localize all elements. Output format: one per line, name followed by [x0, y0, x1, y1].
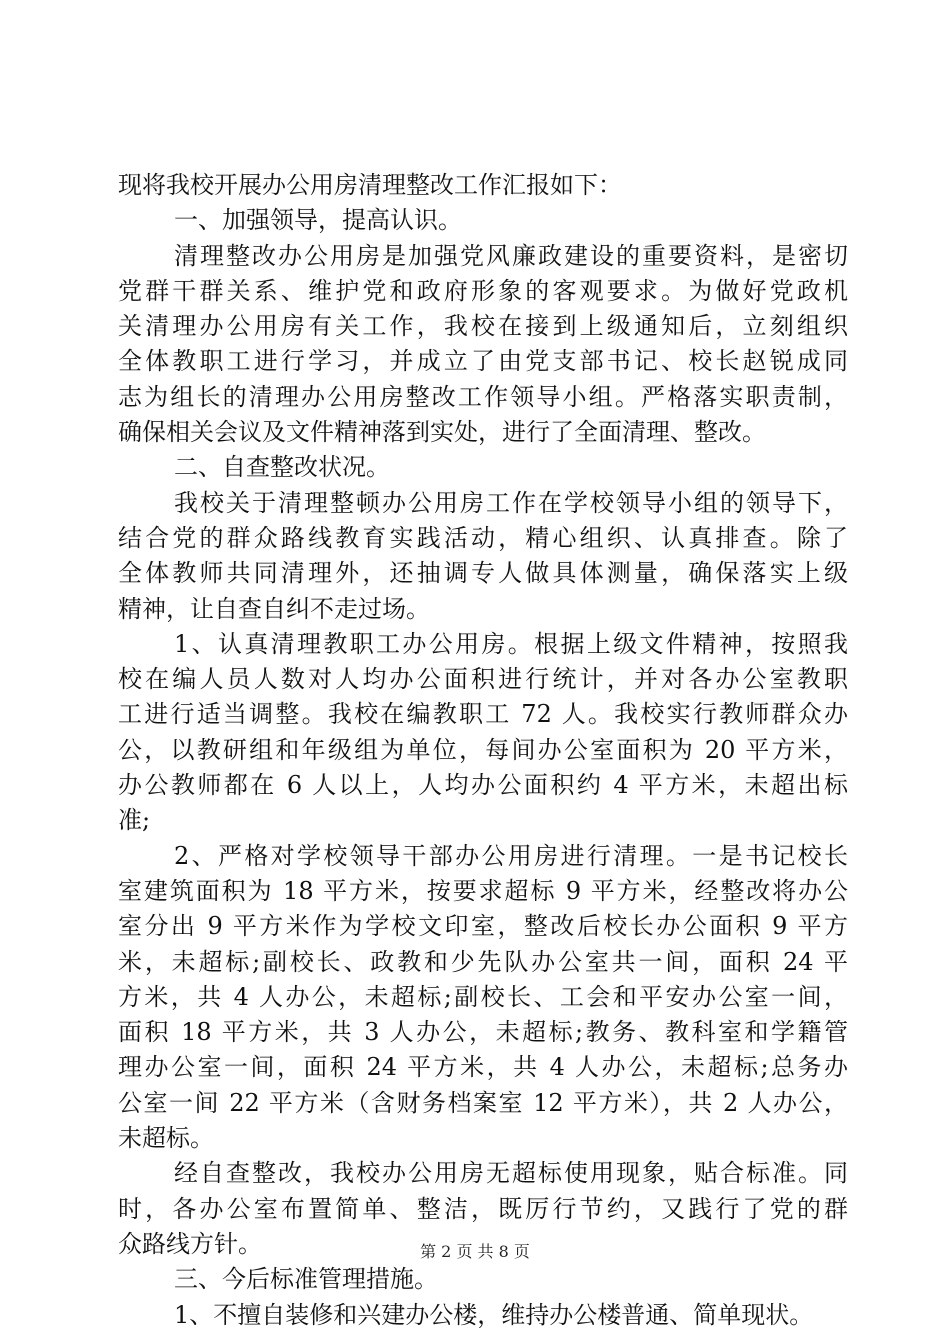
text-line: 办公教师都在 6 人以上，人均办公面积约 4 平方米，未超出标 [118, 771, 848, 800]
text-line: 确保相关会议及文件精神落到实处，进行了全面清理、整改。 [118, 418, 766, 447]
section-heading: 三、今后标准管理措施。 [174, 1265, 438, 1294]
text-line: 志为组长的清理办公用房整改工作领导小组。严格落实职责制， [118, 382, 848, 411]
text-line: 校在编人员人数对人均办公面积进行统计，并对各办公室教职 [118, 665, 848, 694]
text-line: 面积 18 平方米，共 3 人办公，未超标;教务、教科室和学籍管 [118, 1018, 848, 1047]
text-line: 室建筑面积为 18 平方米，按要求超标 9 平方米，经整改将办公 [118, 876, 848, 905]
page-footer: 第 2 页 共 8 页 [420, 1242, 530, 1261]
text-line: 公，以教研组和年级组为单位，每间办公室面积为 20 平方米， [118, 735, 848, 764]
text-line: 方米，共 4 人办公，未超标;副校长、工会和平安办公室一间， [118, 982, 848, 1011]
text-line: 米，未超标;副校长、政教和少先队办公室共一间，面积 24 平 [118, 947, 848, 976]
text-line: 众路线方针。 [118, 1229, 262, 1258]
text-line: 室分出 9 平方米作为学校文印室，整改后校长办公面积 9 平方 [118, 912, 848, 941]
text-line: 1、认真清理教职工办公用房。根据上级文件精神，按照我 [174, 629, 848, 658]
document-body [118, 168, 848, 1333]
text-line: 精神，让自查自纠不走过场。 [118, 594, 430, 623]
text-line: 准; [118, 806, 151, 835]
text-line: 工进行适当调整。我校在编教职工 72 人。我校实行教师群众办 [118, 700, 848, 729]
section-heading: 二、自查整改状况。 [174, 453, 390, 482]
text-line: 党群干群关系、维护党和政府形象的客观要求。为做好党政机 [118, 276, 848, 305]
text-line: 理办公室一间，面积 24 平方米，共 4 人办公，未超标;总务办 [118, 1053, 848, 1082]
text-line: 时，各办公室布置简单、整洁，既厉行节约，又践行了党的群 [118, 1194, 848, 1223]
text-line: 关清理办公用房有关工作，我校在接到上级通知后，立刻组织 [118, 312, 848, 341]
section-heading: 一、加强领导，提高认识。 [174, 206, 462, 235]
text-line: 经自查整改，我校办公用房无超标使用现象，贴合标准。同 [174, 1159, 848, 1188]
text-line: 全体教师共同清理外，还抽调专人做具体测量，确保落实上级 [118, 559, 848, 588]
text-line: 清理整改办公用房是加强党风廉政建设的重要资料，是密切 [174, 241, 848, 270]
text-line: 结合党的群众路线教育实践活动，精心组织、认真排查。除了 [118, 523, 848, 552]
text-line: 2、严格对学校领导干部办公用房进行清理。一是书记校长 [174, 841, 848, 870]
text-line: 现将我校开展办公用房清理整改工作汇报如下： [118, 171, 622, 199]
text-line: 未超标。 [118, 1124, 214, 1153]
text-line: 1、不擅自装修和兴建办公楼，维持办公楼普通、简单现状。 [174, 1300, 814, 1329]
text-line: 我校关于清理整顿办公用房工作在学校领导小组的领导下， [174, 488, 848, 517]
text-line: 全体教职工进行学习，并成立了由党支部书记、校长赵锐成同 [118, 347, 848, 376]
text-line: 公室一间 22 平方米（含财务档案室 12 平方米），共 2 人办公， [118, 1088, 848, 1117]
